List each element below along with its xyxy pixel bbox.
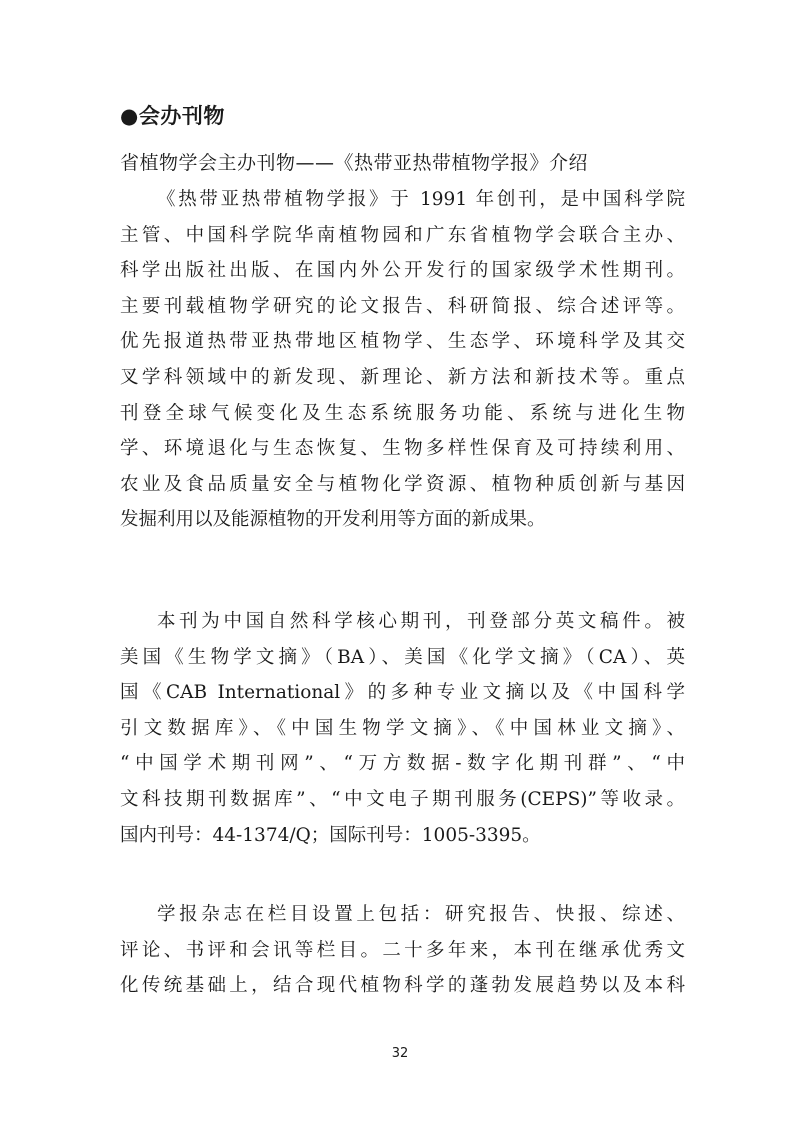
article-title: 省植物学会主办刊物——《热带亚热带植物学报》介绍 — [120, 152, 589, 174]
text-line: 学、环境退化与生态恢复、生物多样性保育及可持续利用、 — [120, 438, 685, 460]
text-line: 国内刊号：44-1374/Q；国际刊号：1005-3395。 — [120, 824, 541, 846]
text-line: 科学出版社出版、在国内外公开发行的国家级学术性期刊。 — [120, 260, 685, 282]
text-line: 国《CAB International》的多种专业文摘以及《中国科学 — [120, 682, 685, 704]
text-line: 刊登全球气候变化及生态系统服务功能、系统与进化生物 — [120, 402, 685, 424]
text-line: 《热带亚热带植物学报》于 1991 年创刊，是中国科学院 — [157, 189, 685, 210]
text-line: 学报杂志在栏目设置上包括：研究报告、快报、综述、 — [157, 904, 685, 925]
text-line: 化传统基础上，结合现代植物科学的蓬勃发展趋势以及本科 — [120, 975, 685, 997]
text-line: 主要刊载植物学研究的论文报告、科研简报、综合述评等。 — [120, 295, 685, 317]
text-line: 美国《生物学文摘》（BA）、美国《化学文摘》（CA）、英 — [120, 646, 685, 668]
text-line: 农业及食品质量安全与植物化学资源、植物种质创新与基因 — [120, 473, 685, 495]
text-line: 主管、中国科学院华南植物园和广东省植物学会联合主办、 — [120, 224, 685, 246]
text-line: 文科技期刊数据库”、“中文电子期刊服务(CEPS)”等收录。 — [120, 788, 685, 810]
section-heading: ●会办刊物 — [120, 104, 225, 128]
text-line: 优先报道热带亚热带地区植物学、生态学、环境科学及其交 — [120, 331, 685, 353]
text-line: 引文数据库》、《中国生物学文摘》、《中国林业文摘》、 — [120, 717, 685, 739]
text-line: “中国学术期刊网”、“万方数据-数字化期刊群”、“中 — [120, 753, 685, 775]
text-line: 本刊为中国自然科学核心期刊，刊登部分英文稿件。被 — [157, 611, 685, 632]
page-number: 32 — [391, 1046, 409, 1061]
text-line: 评论、书评和会讯等栏目。二十多年来，本刊在继承优秀文 — [120, 939, 685, 961]
text-line: 发掘利用以及能源植物的开发利用等方面的新成果。 — [120, 509, 546, 531]
text-line: 叉学科领域中的新发现、新理论、新方法和新技术等。重点 — [120, 366, 685, 388]
paragraph-3 — [120, 897, 685, 1004]
paragraph-2 — [120, 604, 685, 853]
paragraph-1 — [120, 182, 685, 538]
